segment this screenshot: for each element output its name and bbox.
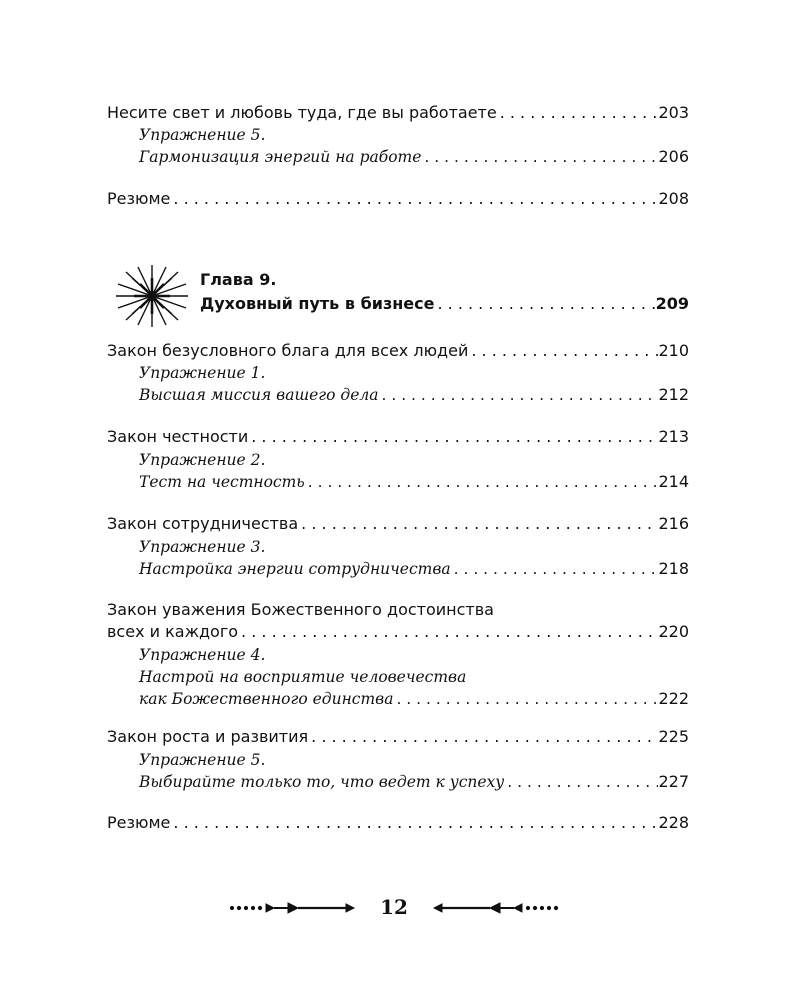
exercise-title: Настройка энергии сотрудничества bbox=[139, 560, 451, 578]
chapter-page: 209 bbox=[655, 294, 689, 313]
leader-dots bbox=[468, 340, 658, 362]
toc-exercise bbox=[139, 124, 689, 168]
leader-dots bbox=[497, 102, 659, 124]
exercise-title: как Божественного единства bbox=[139, 690, 394, 708]
toc-entry-page: 216 bbox=[658, 514, 689, 533]
toc-exercise bbox=[139, 644, 689, 710]
page-number: 12 bbox=[380, 895, 408, 919]
toc-entry-page: 228 bbox=[658, 813, 689, 832]
exercise-label: Упражнение 1. bbox=[139, 364, 266, 382]
exercise-label: Упражнение 4. bbox=[139, 646, 266, 664]
toc-entry-title: Закон роста и развития bbox=[107, 727, 309, 746]
leader-dots bbox=[434, 292, 655, 316]
toc-entry-title: Закон честности bbox=[107, 427, 249, 446]
exercise-label: Упражнение 2. bbox=[139, 451, 266, 469]
page-footer bbox=[226, 893, 562, 923]
toc-exercise bbox=[139, 362, 689, 406]
toc-entry-title: Резюме bbox=[107, 189, 171, 208]
exercise-title: Тест на честность bbox=[139, 473, 305, 491]
chapter-title: Духовный путь в бизнесе bbox=[200, 294, 435, 313]
leader-dots bbox=[421, 146, 658, 168]
exercise-page: 214 bbox=[658, 472, 689, 491]
exercise-page: 212 bbox=[658, 385, 689, 404]
toc-entry-title: Закон сотрудничества bbox=[107, 514, 299, 533]
exercise-label: Упражнение 3. bbox=[139, 538, 266, 556]
chapter-number: Глава 9. bbox=[200, 270, 277, 289]
toc-exercise bbox=[139, 449, 689, 493]
toc-entry-page: 203 bbox=[658, 103, 689, 122]
toc-exercise bbox=[139, 536, 689, 580]
exercise-page: 206 bbox=[658, 147, 689, 166]
toc-entry bbox=[107, 599, 689, 643]
exercise-page: 222 bbox=[658, 689, 689, 708]
leader-dots bbox=[238, 621, 658, 643]
leader-dots bbox=[504, 771, 658, 793]
leader-dots bbox=[248, 426, 658, 448]
starburst-icon bbox=[112, 264, 192, 328]
toc-entry-page: 220 bbox=[658, 622, 689, 641]
toc-entry-title: Закон безусловного блага для всех людей bbox=[107, 341, 469, 360]
leader-dots bbox=[305, 471, 659, 493]
leader-dots bbox=[298, 513, 658, 535]
toc-entry-title-line1: Закон уважения Божественного достоинства bbox=[107, 600, 494, 619]
leader-dots bbox=[393, 688, 658, 710]
toc-entry bbox=[107, 726, 689, 748]
leader-dots bbox=[379, 384, 659, 406]
leader-dots bbox=[170, 188, 658, 210]
toc-exercise bbox=[139, 749, 689, 793]
toc-entry-page: 210 bbox=[658, 341, 689, 360]
toc-entry bbox=[107, 102, 689, 124]
exercise-title: Гармонизация энергий на работе bbox=[139, 148, 422, 166]
toc-entry-title: Несите свет и любовь туда, где вы работаете bbox=[107, 103, 497, 122]
leader-dots bbox=[451, 558, 659, 580]
exercise-title: Высшая миссия вашего дела bbox=[139, 386, 379, 404]
toc-entry bbox=[107, 188, 689, 210]
exercise-label: Упражнение 5. bbox=[139, 126, 266, 144]
exercise-page: 227 bbox=[658, 772, 689, 791]
chapter-heading bbox=[200, 268, 689, 316]
toc-entry-page: 213 bbox=[658, 427, 689, 446]
toc-entry-title: Резюме bbox=[107, 813, 171, 832]
toc-entry bbox=[107, 340, 689, 362]
exercise-title-line1: Настрой на восприятие человечества bbox=[139, 668, 467, 686]
toc-entry bbox=[107, 513, 689, 535]
leader-dots bbox=[170, 812, 658, 834]
toc-entry-title: всех и каждого bbox=[107, 622, 239, 641]
exercise-label: Упражнение 5. bbox=[139, 751, 266, 769]
exercise-title: Выбирайте только то, что ведет к успеху bbox=[139, 773, 505, 791]
toc-entry bbox=[107, 426, 689, 448]
toc-entry-page: 225 bbox=[658, 727, 689, 746]
leader-dots bbox=[308, 726, 658, 748]
toc-entry bbox=[107, 812, 689, 834]
exercise-page: 218 bbox=[658, 559, 689, 578]
toc-entry-page: 208 bbox=[658, 189, 689, 208]
